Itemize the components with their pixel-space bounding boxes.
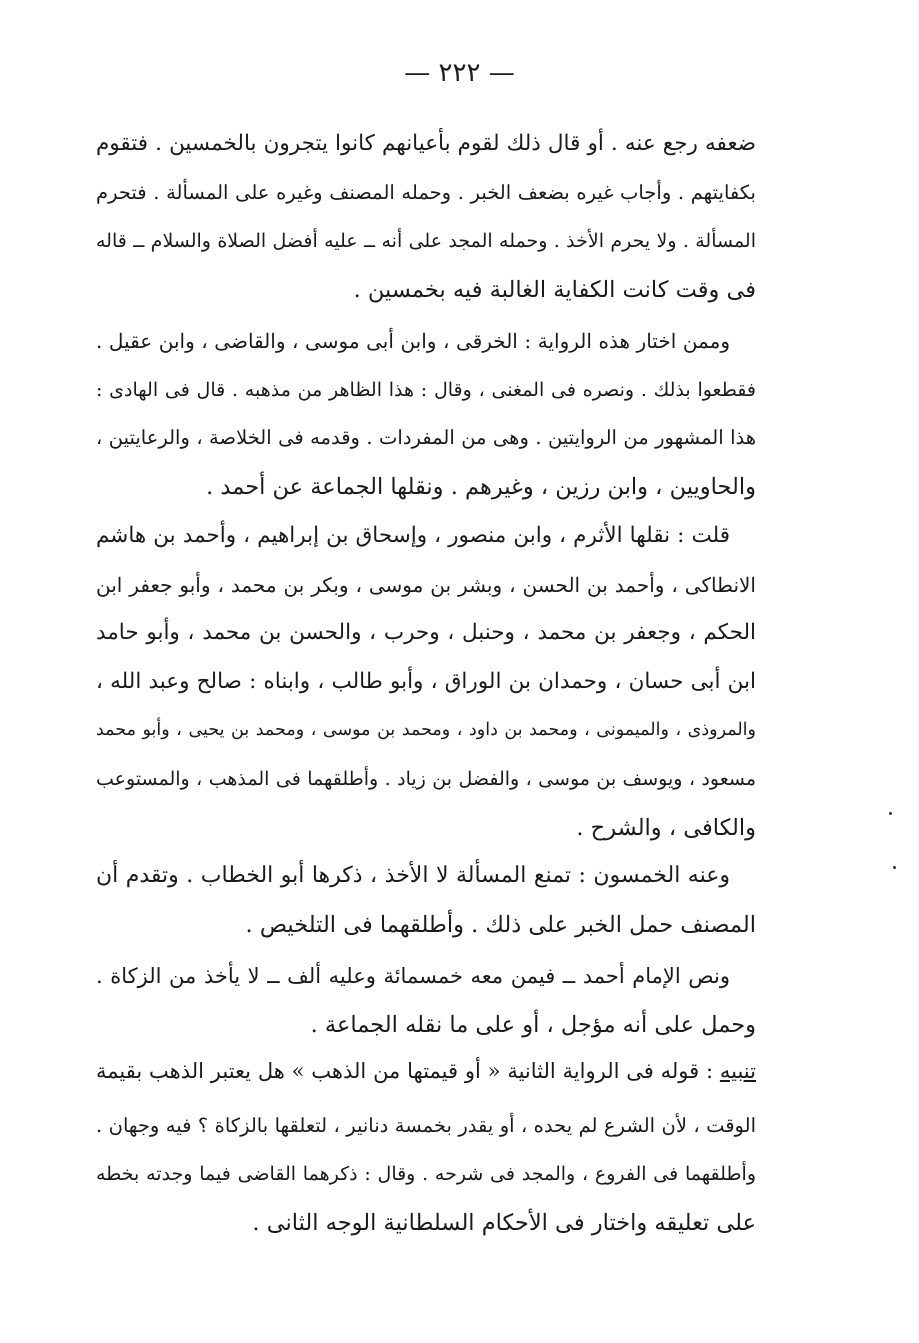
text-line: ابن أبى حسان ، وحمدان بن الوراق ، وأبو طالب ، وابناه : صالح وعبد الله ، xyxy=(96,668,756,694)
text-line xyxy=(96,1047,756,1096)
text-line: فى وقت كانت الكفاية الغالبة فيه بخمسين . xyxy=(353,276,756,303)
text-line: الحكم ، وجعفر بن محمد ، وحنبل ، وحرب ، والحسن بن محمد ، وأبو حامد xyxy=(96,620,756,646)
text-line: والمروذى ، والميمونى ، ومحمد بن داود ، ومحمد بن موسى ، ومحمد بن يحيى ، وأبو محمد xyxy=(96,720,756,741)
text-line: هذا المشهور من الروايتين . وهى من المفردات . وقدمه فى الخلاصة ، والرعايتين ، xyxy=(96,426,756,450)
paragraph-2 xyxy=(96,317,756,511)
text-line: المصنف حمل الخبر على ذلك . وأطلقهما فى التلخيص . xyxy=(245,911,756,938)
text-line: الوقت ، لأن الشرع لم يحده ، أو يقدر بخمسة دنانير ، لتعلقها بالزكاة ؟ فيه وجهان . xyxy=(96,1113,756,1137)
paragraph-4 xyxy=(96,852,756,949)
text-line: على تعليقه واختار فى الأحكام السلطانية الوجه الثانى . xyxy=(252,1209,756,1236)
text-line: وممن اختار هذه الرواية : الخرقى ، وابن أبى موسى ، والقاضى ، وابن عقيل . xyxy=(96,329,730,353)
note-paragraph xyxy=(96,1047,756,1247)
text-line: وأطلقهما فى الفروع ، والمجد فى شرحه . وقال : ذكرهما القاضى فيما وجدته بخطه xyxy=(96,1163,756,1186)
scan-speck xyxy=(893,866,896,869)
text-line: بكفايتهم . وأجاب غيره بضعف الخبر . وحمله المصنف وغيره على المسألة . فتحرم xyxy=(96,180,756,204)
text-line: والكافى ، والشرح . xyxy=(576,814,756,841)
scan-speck xyxy=(889,812,892,815)
text-line: مسعود ، ويوسف بن موسى ، والفضل بن زياد . وأطلقهما فى المذهب ، والمستوعب xyxy=(96,767,756,790)
text-line: وحمل على أنه مؤجل ، أو على ما نقله الجماعة . xyxy=(310,1011,756,1038)
text-line: ونص الإمام أحمد ــ فيمن معه خمسمائة وعليه ألف ــ لا يأخذ من الزكاة . xyxy=(96,964,730,988)
note-text: : قوله فى الرواية الثانية « أو قيمتها من الذهب » هل يعتبر الذهب بقيمة xyxy=(96,1059,720,1083)
text-line: فقطعوا بذلك . ونصره فى المغنى ، وقال : هذا الظاهر من مذهبه . قال فى الهادى : xyxy=(96,378,756,401)
note-label: تنبيه xyxy=(719,1059,756,1083)
text-line: قلت : نقلها الأثرم ، وابن منصور ، وإسحاق بن إبراهيم ، وأحمد بن هاشم xyxy=(96,523,730,548)
text-line: ضعفه رجع عنه . أو قال ذلك لقوم بأعيانهم كانوا يتجرون بالخمسين . فتقوم xyxy=(96,131,756,156)
paragraph-1 xyxy=(96,120,756,314)
text-line: وعنه الخمسون : تمنع المسألة لا الأخذ ، ذكرها أبو الخطاب . وتقدم أن xyxy=(96,863,730,888)
paragraph-3 xyxy=(96,512,756,852)
text-line: والحاويين ، وابن رزين ، وغيرهم . ونقلها الجماعة عن أحمد . xyxy=(206,473,756,500)
text-line: الانطاكى ، وأحمد بن الحسن ، وبشر بن موسى ، وبكر بن محمد ، وأبو جعفر ابن xyxy=(96,572,756,597)
text-line: المسألة . ولا يحرم الأخذ . وحمله المجد على أنه ــ عليه أفضل الصلاة والسلام ــ قاله xyxy=(96,230,756,253)
page-number: — ٢٢٢ — xyxy=(404,58,515,88)
paragraph-5 xyxy=(96,952,756,1049)
